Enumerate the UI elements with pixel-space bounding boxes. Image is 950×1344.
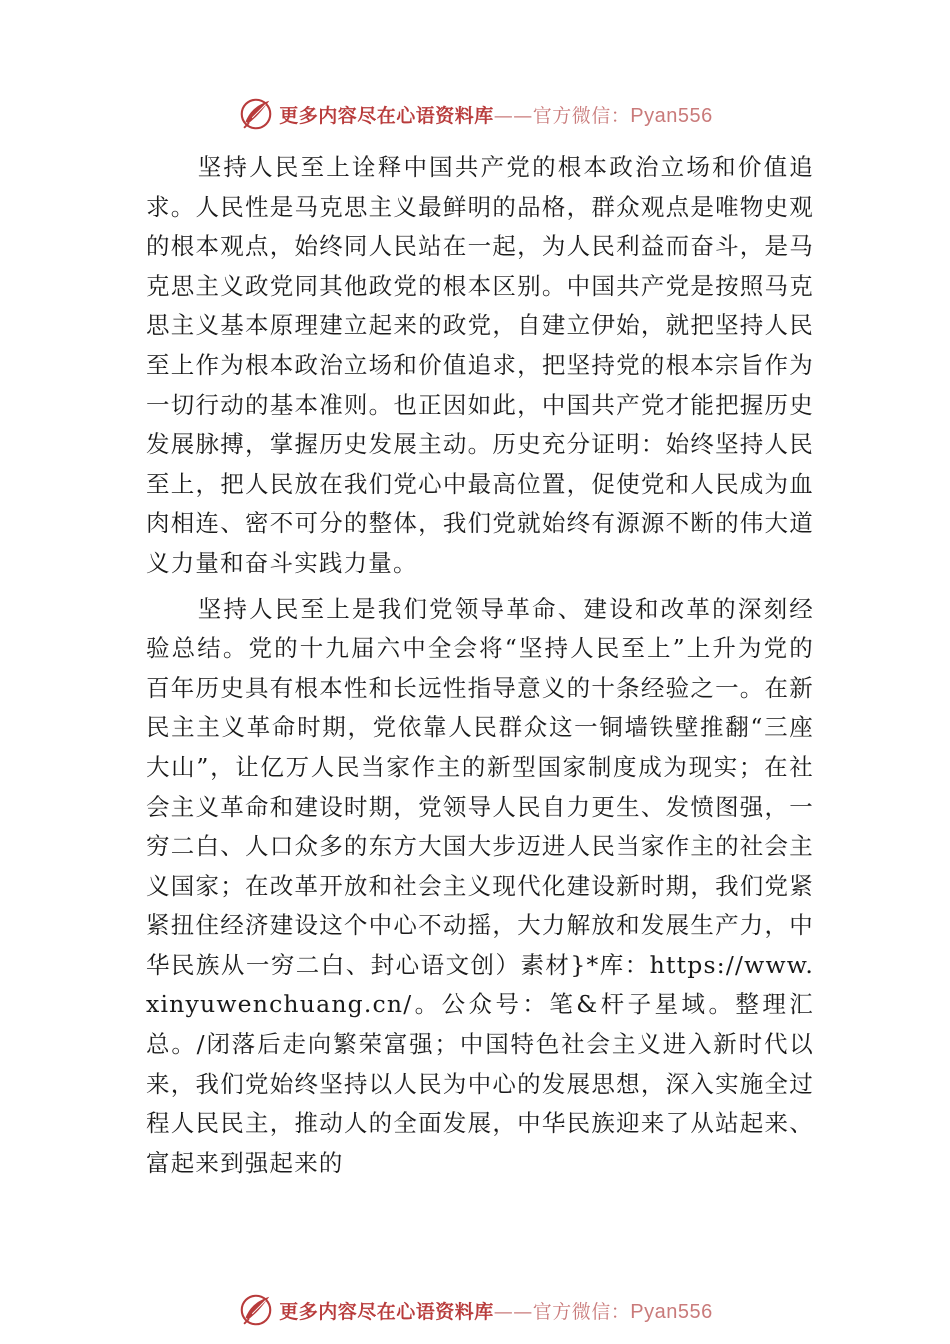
footer-watermark-banner: [0, 1290, 950, 1330]
footer-dash: ——: [493, 1300, 533, 1323]
footer-watermark-text: [279, 1297, 713, 1324]
pen-logo-icon: [237, 95, 275, 133]
paragraph-2: 坚持人民至上是我们党领导革命、建设和改革的深刻经验总结。党的十九届六中全会将“坚持人民至上”上升为党的百年历史具有根本性和长远性指导意义的十条经验之一。在新民主主义革命时期，党依靠人民群众这一铜墙铁壁推翻“三座大山”，让亿万人民当家作主的新型国家制度成为现实；在社会主义革命和建设时期，党领导人民自力更生、发愤图强，一穷二白、人口众多的东方大国大步迈进人民当家作主的社会主义国家；在改革开放和社会主义现代化建设新时期，我们党紧紧扭住经济建设这个中心不动摇，大力解放和发展生产力，中华民族从一穷二白、封心语文创）素材}*库：https://www.xinyuwenchuang.cn/。公众号：笔&杆子星域。整理汇总。/闭落后走向繁荣富强；中国特色社会主义进入新时代以来，我们党始终坚持以人民为中心的发展思想，深入实施全过程人民民主，推动人的全面发展，中华民族迎来了从站起来、富起来到强起来的: [146, 594, 814, 1177]
header-wechat-id: Pyan556: [630, 104, 713, 127]
header-watermark-banner: [0, 94, 950, 134]
footer-library-name: 更多内容尽在心语资料库: [279, 1300, 494, 1323]
paragraph-1: 坚持人民至上诠释中国共产党的根本政治立场和价值追求。人民性是马克思主义最鲜明的品格，群众观点是唯物史观的根本观点，始终同人民站在一起，为人民利益而奋斗，是马克思主义政党同其他政党的根本区别。中国共产党是按照马克思主义基本原理建立起来的政党，自建立伊始，就把坚持人民至上作为根本政治立场和价值追求，把坚持党的根本宗旨作为一切行动的基本准则。也正因如此，中国共产党才能把握历史发展脉搏，掌握历史发展主动。历史充分证明：始终坚持人民至上，把人民放在我们党心中最高位置，促使党和人民成为血肉相连、密不可分的整体，我们党就始终有源源不断的伟大道义力量和奋斗实践力量。: [146, 153, 814, 577]
header-watermark-text: [279, 101, 713, 128]
header-wechat-label: 官方微信：: [532, 104, 631, 127]
footer-wechat-label: 官方微信：: [532, 1300, 631, 1323]
header-dash: ——: [493, 104, 533, 127]
pen-logo-icon: [237, 1291, 275, 1329]
header-library-name: 更多内容尽在心语资料库: [279, 104, 494, 127]
document-body: [146, 148, 814, 1183]
footer-wechat-id: Pyan556: [630, 1300, 713, 1323]
